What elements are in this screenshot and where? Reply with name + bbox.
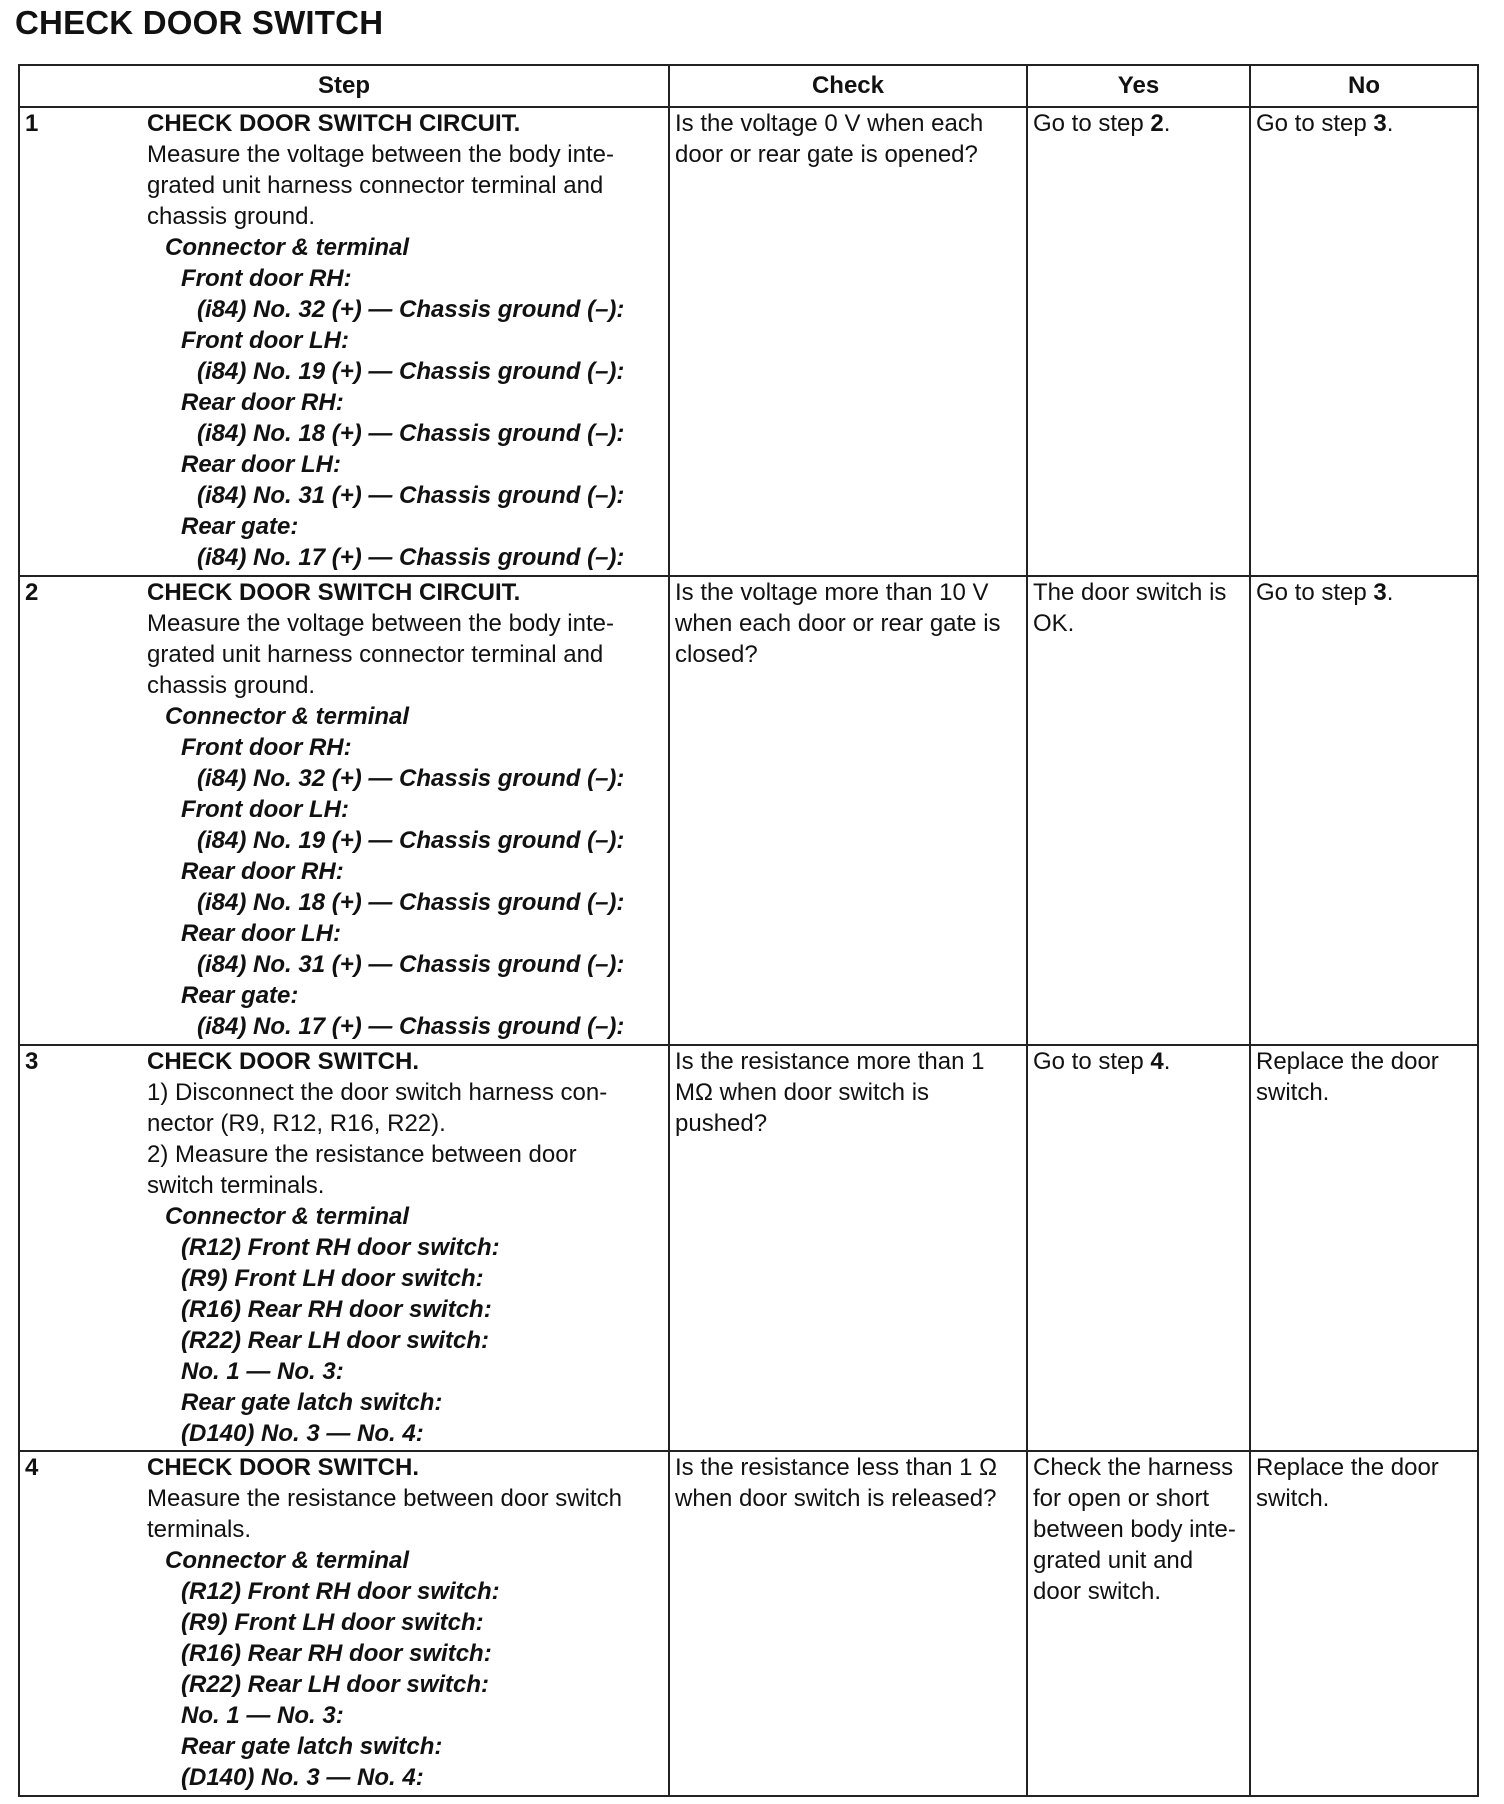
terminal-label: Front door LH: [181, 796, 349, 823]
step-number: 2 [25, 579, 39, 606]
terminal-value: (i84) No. 32 (+) — Chassis ground (–): [197, 296, 625, 323]
table-row [19, 576, 1478, 1045]
check-text: closed? [675, 641, 758, 668]
step-number: 1 [25, 110, 39, 137]
terminal-label: Rear door LH: [181, 451, 342, 478]
yes-text: Go to step [1033, 110, 1151, 137]
header-yes: Yes [1027, 65, 1250, 107]
step-title: CHECK DOOR SWITCH. [147, 1048, 419, 1075]
step-number: 4 [25, 1454, 39, 1481]
yes-text: OK. [1033, 610, 1075, 637]
yes-cell [1027, 107, 1250, 576]
switch-label: (R16) Rear RH door switch: [181, 1296, 492, 1323]
terminal-label: Rear door RH: [181, 858, 344, 885]
header-no: No [1250, 65, 1478, 107]
switch-label: (R16) Rear RH door switch: [181, 1640, 492, 1667]
check-text: when each door or rear gate is [675, 610, 1001, 637]
switch-label: (R9) Front LH door switch: [181, 1265, 484, 1292]
no-step-ref: 3 [1373, 110, 1387, 137]
yes-text: between body inte- [1033, 1516, 1236, 1543]
step-text: terminals. [147, 1516, 252, 1543]
terminal-value: (i84) No. 18 (+) — Chassis ground (–): [197, 889, 625, 916]
header-check: Check [669, 65, 1027, 107]
step-cell [19, 1045, 669, 1451]
step-text: chassis ground. [147, 672, 316, 699]
switch-label: (R22) Rear LH door switch: [181, 1671, 490, 1698]
latch-label: Rear gate latch switch: [181, 1733, 443, 1760]
no-cell [1250, 1451, 1478, 1796]
step-text: nector (R9, R12, R16, R22). [147, 1110, 446, 1137]
yes-step-ref: 4 [1150, 1048, 1164, 1075]
step-text: 2) Measure the resistance between door [147, 1141, 577, 1168]
table-row [19, 107, 1478, 576]
terminal-value: (i84) No. 19 (+) — Chassis ground (–): [197, 827, 625, 854]
yes-step-ref: 2 [1150, 110, 1164, 137]
step-text: chassis ground. [147, 203, 316, 230]
no-text: Go to step [1256, 579, 1374, 606]
no-text-end: . [1386, 579, 1394, 606]
step-number: 3 [25, 1048, 39, 1075]
check-text: door or rear gate is opened? [675, 141, 978, 168]
check-text: pushed? [675, 1110, 768, 1137]
no-text: Go to step [1256, 110, 1374, 137]
connector-label: Connector & terminal [165, 1547, 410, 1574]
no-cell [1250, 1045, 1478, 1451]
no-text: switch. [1256, 1079, 1330, 1106]
terminal-value: (i84) No. 32 (+) — Chassis ground (–): [197, 765, 625, 792]
terminal-label: Rear gate: [181, 982, 299, 1009]
check-cell [669, 1045, 1027, 1451]
terminal-label: Rear door LH: [181, 920, 342, 947]
connector-label: Connector & terminal [165, 234, 410, 261]
yes-text: for open or short [1033, 1485, 1210, 1512]
latch-terminals: (D140) No. 3 — No. 4: [181, 1420, 424, 1447]
no-text: switch. [1256, 1485, 1330, 1512]
step-text: Measure the voltage between the body inte- [147, 141, 614, 168]
switch-terminals: No. 1 — No. 3: [181, 1358, 344, 1385]
check-text: Is the voltage 0 V when each [675, 110, 984, 137]
header-step: Step [19, 65, 669, 107]
check-cell [669, 107, 1027, 576]
no-step-ref: 3 [1373, 579, 1387, 606]
check-text: MΩ when door switch is [675, 1079, 930, 1106]
step-text: grated unit harness connector terminal and [147, 641, 604, 668]
terminal-value: (i84) No. 31 (+) — Chassis ground (–): [197, 951, 625, 978]
terminal-label: Front door RH: [181, 265, 352, 292]
terminal-label: Rear gate: [181, 513, 299, 540]
step-cell [19, 576, 669, 1045]
step-title: CHECK DOOR SWITCH. [147, 1454, 419, 1481]
switch-terminals: No. 1 — No. 3: [181, 1702, 344, 1729]
step-text: switch terminals. [147, 1172, 325, 1199]
check-cell [669, 576, 1027, 1045]
switch-label: (R9) Front LH door switch: [181, 1609, 484, 1636]
terminal-value: (i84) No. 17 (+) — Chassis ground (–): [197, 1013, 625, 1040]
step-text: Measure the voltage between the body inte- [147, 610, 614, 637]
step-text: Measure the resistance between door switch [147, 1485, 622, 1512]
terminal-value: (i84) No. 18 (+) — Chassis ground (–): [197, 420, 625, 447]
latch-terminals: (D140) No. 3 — No. 4: [181, 1764, 424, 1791]
step-text: 1) Disconnect the door switch harness con- [147, 1079, 608, 1106]
terminal-label: Front door RH: [181, 734, 352, 761]
step-cell [19, 1451, 669, 1796]
no-cell [1250, 107, 1478, 576]
terminal-value: (i84) No. 19 (+) — Chassis ground (–): [197, 358, 625, 385]
terminal-value: (i84) No. 31 (+) — Chassis ground (–): [197, 482, 625, 509]
no-text: Replace the door [1256, 1048, 1439, 1075]
check-cell [669, 1451, 1027, 1796]
diagnostic-table [18, 64, 1479, 1797]
switch-label: (R12) Front RH door switch: [181, 1578, 500, 1605]
step-title: CHECK DOOR SWITCH CIRCUIT. [147, 110, 521, 137]
yes-text-end: . [1163, 110, 1171, 137]
check-text: Is the resistance less than 1 Ω [675, 1454, 998, 1481]
check-text: Is the voltage more than 10 V [675, 579, 989, 606]
yes-text: grated unit and [1033, 1547, 1194, 1574]
yes-text: door switch. [1033, 1578, 1162, 1605]
check-text: Is the resistance more than 1 [675, 1048, 985, 1075]
yes-cell [1027, 576, 1250, 1045]
page-title: CHECK DOOR SWITCH [15, 4, 384, 41]
step-cell [19, 107, 669, 576]
connector-label: Connector & terminal [165, 703, 410, 730]
yes-cell [1027, 1451, 1250, 1796]
terminal-label: Rear door RH: [181, 389, 344, 416]
yes-text: The door switch is [1033, 579, 1227, 606]
switch-label: (R12) Front RH door switch: [181, 1234, 500, 1261]
no-cell [1250, 576, 1478, 1045]
connector-label: Connector & terminal [165, 1203, 410, 1230]
check-text: when door switch is released? [675, 1485, 997, 1512]
step-title: CHECK DOOR SWITCH CIRCUIT. [147, 579, 521, 606]
no-text: Replace the door [1256, 1454, 1439, 1481]
yes-text: Go to step [1033, 1048, 1151, 1075]
step-text: grated unit harness connector terminal and [147, 172, 604, 199]
switch-label: (R22) Rear LH door switch: [181, 1327, 490, 1354]
no-text-end: . [1386, 110, 1394, 137]
terminal-value: (i84) No. 17 (+) — Chassis ground (–): [197, 544, 625, 571]
table-row [19, 1045, 1478, 1451]
yes-text-end: . [1163, 1048, 1171, 1075]
latch-label: Rear gate latch switch: [181, 1389, 443, 1416]
yes-cell [1027, 1045, 1250, 1451]
terminal-label: Front door LH: [181, 327, 349, 354]
table-row [19, 1451, 1478, 1796]
yes-text: Check the harness [1033, 1454, 1234, 1481]
header-row [19, 65, 1478, 107]
